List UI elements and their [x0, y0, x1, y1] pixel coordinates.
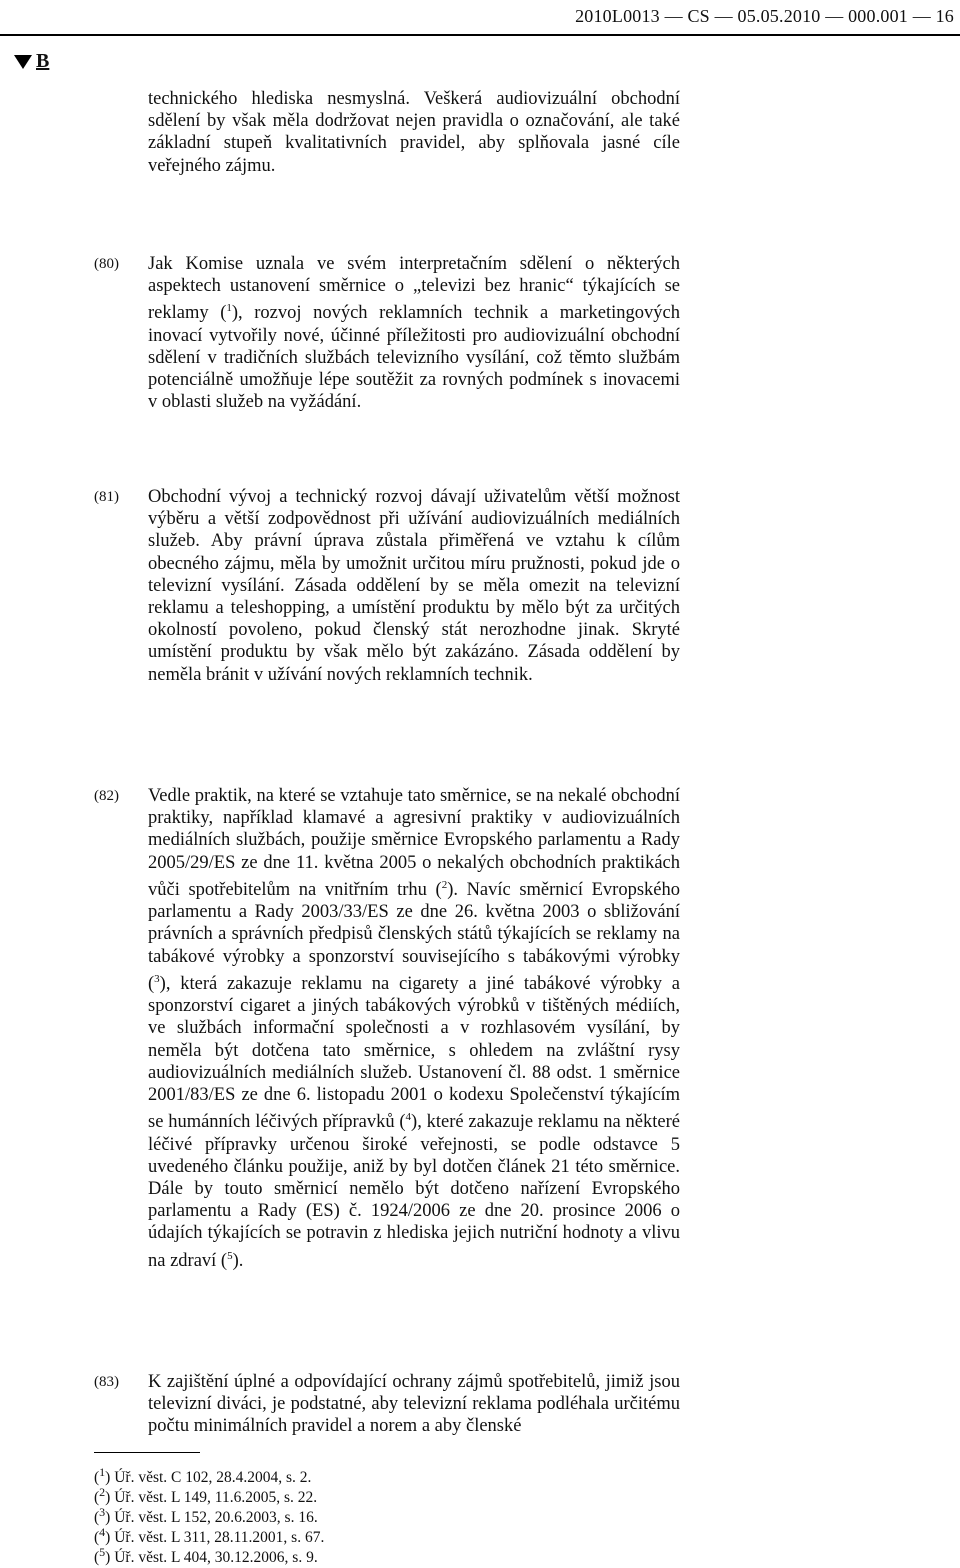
amendment-marker-label: B: [36, 50, 50, 72]
recital-80-text: [148, 253, 680, 414]
footnote-number: 2: [99, 1485, 106, 1499]
footnote-ref[interactable]: 1: [226, 302, 232, 315]
footnote: ($^2$) Úř. věst. L 149, 11.6.2005, s. 22.: [94, 1485, 318, 1507]
recital-number: (82): [94, 788, 119, 804]
amendment-marker: [14, 50, 49, 73]
recital-81-text: Obchodní vývoj a technický rozvoj dávají uživatelům větší možnost výběru a větší zodpovědnost při užívání audiovizuálních mediálních služeb. Aby právní úprava zůstala přiměřená ve vztahu k cílům obecného zájmu, měla by umožnit určitou míru pružnosti, pokud jde o televizní vysílání. Zásada oddělení by se měla omezit na televizní reklamu a teleshopping, a umístění produktu by mělo být za určitých okolností povoleno, pokud členský stát nerozhodne jinak. Skryté umístění produktu by však mělo být zakázáno. Zásada oddělení by neměla bránit v užívání nových reklamních technik.: [148, 487, 680, 685]
recital-number: (80): [94, 256, 119, 272]
footnote: ($^5$) Úř. věst. L 404, 30.12.2006, s. 9.: [94, 1545, 318, 1567]
footnote-number: 3: [99, 1505, 106, 1519]
recital-82-part2: ). Navíc směrnicí Evropského parlamentu a Rady 2003/33/ES ze dne 26. května 2003 o sbližování právních a správních předpisů členských států týkajících se reklamy na tabákové výrobky a sponzorství souvisejícího s tabákovými výrobky (: [148, 879, 680, 994]
footnote: ($^3$) Úř. věst. L 152, 20.6.2003, s. 16.: [94, 1505, 318, 1527]
triangle-down-icon: [14, 55, 32, 69]
recital-80-text-after: ), rozvoj nových reklamních technik a marketingových inovací vytvořily nové, účinné příležitosti pro audiovizuální obchodní sdělení v tradičních službách televizního vysílání, což těmto službám potenciálně umožňuje lépe soutěžit za rovných podmínek s inovacemi v oblasti služeb na vyžádání.: [148, 303, 680, 413]
recital-number: (81): [94, 489, 119, 505]
footnote-text: Úř. věst. L 152, 20.6.2003, s. 16.: [114, 1509, 318, 1527]
footnote-text: Úř. věst. L 404, 30.12.2006, s. 9.: [114, 1549, 318, 1567]
footnote-text: Úř. věst. C 102, 28.4.2004, s. 2.: [114, 1469, 312, 1487]
footnote-text: Úř. věst. L 311, 28.11.2001, s. 67.: [114, 1529, 325, 1547]
footnote-divider: [94, 1452, 200, 1453]
recital-number: (83): [94, 1374, 119, 1390]
footnote: ($^1$) Úř. věst. C 102, 28.4.2004, s. 2.: [94, 1465, 312, 1487]
footnote-number: 5: [99, 1545, 106, 1559]
recital-82-part1: Vedle praktik, na které se vztahuje tato směrnice, se na nekalé obchodní praktiky, například klamavé a agresivní praktiky v audiovizuálních mediálních službách, použije směrnice Evropského parlamentu a Rady 2005/29/ES ze dne 11. května 2005 o nekalých obchodních praktikách vůči spotřebitelům na vnitřním trhu (: [148, 786, 680, 900]
page-header: 2010L0013 — CS — 05.05.2010 — 000.001 — 16: [575, 6, 954, 26]
footnote: ($^4$) Úř. věst. L 311, 28.11.2001, s. 67.: [94, 1525, 325, 1547]
recital-83-text: K zajištění úplné a odpovídající ochrany zájmů spotřebitelů, jimiž jsou televizní diváci, je podstatné, aby televizní reklama podléhala určitému počtu minimálních pravidel a norem a aby členské: [148, 1372, 680, 1437]
recital-82-part4: ), které zakazuje reklamu na některé léčivé přípravky určenou široké veřejnosti, se podle odstavce 5 uvedeného článku použije, aniž by byl dotčen článek 21 této směrnice. Dále by touto směrnicí nemělo být dotčeno nařízení Evropského parlamentu a Rady (ES) č. 1924/2006 ze dne 20. prosince 2006 o údajích týkajících se potravin z hlediska jejich nutriční hodnoty a vlivu na zdraví (: [148, 1112, 680, 1271]
recital-82-part5: ).: [232, 1250, 244, 1271]
recital-82-text: [148, 785, 680, 1272]
footnote-ref[interactable]: 2: [441, 878, 448, 891]
recital-80-text-before: Jak Komise uznala ve svém interpretačním sdělení o některých aspektech ustanovení směrnice o „televizi bez hranic“ týkajících se reklamy (: [148, 254, 680, 324]
footnote-ref[interactable]: 4: [405, 1111, 412, 1124]
header-rule: [0, 34, 960, 36]
footnote-text: Úř. věst. L 149, 11.6.2005, s. 22.: [114, 1489, 318, 1507]
footnote-number: 4: [99, 1525, 106, 1539]
footnote-ref[interactable]: 3: [154, 972, 160, 985]
footnote-ref[interactable]: 5: [227, 1249, 233, 1262]
recital-82-part3: ), která zakazuje reklamu na cigarety a jiné tabákové výrobky a sponzorství cigaret a jiných tabákových výrobků v tištěných médiích, ve službách informační společnosti a v rozhlasovém vysílání, by neměla být dotčena tato směrnice, s ohledem na zvláštní rysy audiovizuálních mediálních služeb. Ustanovení čl. 88 odst. 1 směrnice 2001/83/ES ze dne 6. listopadu 2001 o kodexu Společenství týkajícím se humánních léčivých přípravků (: [148, 973, 680, 1133]
continuation-text: technického hlediska nesmyslná. Veškerá audiovizuální obchodní sdělení by však měla dodržovat nejen pravidla o označování, ale také základní stupeň kvalitativních pravidel, aby splňovala jasné cíle veřejného zájmu.: [148, 89, 680, 176]
footnote-number: 1: [99, 1465, 106, 1479]
